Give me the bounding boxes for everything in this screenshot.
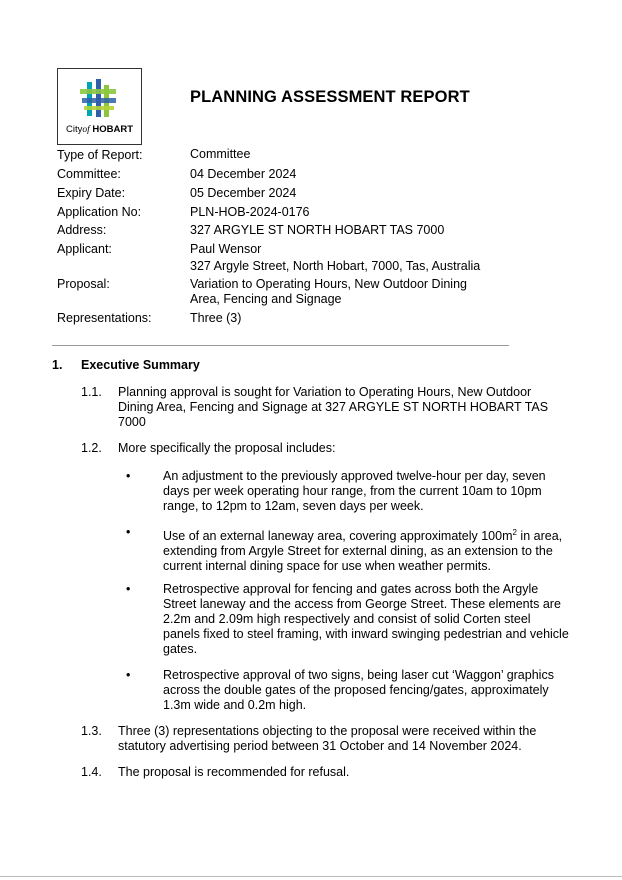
item-text: The proposal is recommended for refusal.: [118, 765, 350, 779]
meta-label-expiry: Expiry Date:: [57, 186, 126, 200]
bullet-text: Retrospective approval of two signs, being laser cut ‘Waggon’ graphics across the double gates of the proposed fencing/gates, approximately 1.3m wide and 0.2m high.: [163, 668, 554, 712]
hobart-emblem-icon: [78, 79, 122, 119]
meta-label-representations: Representations:: [57, 311, 152, 325]
meta-label-applicant: Applicant:: [57, 242, 112, 256]
item-number: 1.1.: [81, 385, 102, 399]
meta-value-address: 327 ARGYLE ST NORTH HOBART TAS 7000: [190, 223, 445, 237]
bullet-text: Use of an external laneway area, covering approximately $100m^2$ in area, extending from Argyle Street for external dining, as an extension to the current internal dining space for use when weather permits.: [163, 528, 563, 574]
section-number: 1.: [52, 358, 63, 372]
meta-value-application: PLN-HOB-2024-0176: [190, 205, 310, 219]
meta-label-committee: Committee:: [57, 167, 121, 181]
meta-value-type: Committee: [190, 147, 251, 161]
item-number: 1.2.: [81, 441, 102, 455]
item-text: More specifically the proposal includes:: [118, 441, 336, 455]
city-of-hobart-logo: [57, 68, 142, 145]
item-number: 1.3.: [81, 724, 102, 738]
meta-value-representations: Three (3): [190, 311, 242, 325]
bullet-icon: •: [126, 469, 131, 483]
section-title: Executive Summary: [81, 358, 200, 372]
bullet-icon: •: [126, 525, 131, 539]
meta-value-applicant-name: Paul Wensor: [190, 242, 262, 256]
meta-value-expiry: 05 December 2024: [190, 186, 297, 200]
bullet-icon: •: [126, 582, 131, 596]
meta-value-proposal-line1: Variation to Operating Hours, New Outdoor Dining: [190, 277, 467, 291]
meta-label-proposal: Proposal:: [57, 277, 110, 291]
report-title: PLANNING ASSESSMENT REPORT: [190, 88, 470, 106]
meta-value-applicant-address: 327 Argyle Street, North Hobart, 7000, Tas, Australia: [190, 259, 481, 273]
divider: [52, 345, 509, 346]
page-bottom-border: [0, 876, 622, 877]
meta-label-application: Application No:: [57, 205, 142, 219]
logo-wordmark: Cityof HOBART: [65, 124, 134, 135]
bullet-icon: •: [126, 668, 131, 682]
bullet-text: An adjustment to the previously approved twelve-hour per day, seven days per week operating hour range, from the current 10am to 10pm range, to 12pm to 12am, seven days per week.: [163, 469, 546, 513]
bullet-text: Retrospective approval for fencing and gates across both the Argyle Street laneway and the access from George Street. These elements are 2.2m and 2.09m high respectively and consist of solid Corten steel panels fixed to steel framing, with inward swinging pedestrian and vehicle gates.: [163, 582, 569, 656]
item-number: 1.4.: [81, 765, 102, 779]
meta-value-proposal-line2: Area, Fencing and Signage: [190, 292, 342, 306]
meta-value-committee: 04 December 2024: [190, 167, 297, 181]
item-text: Three (3) representations objecting to the proposal were received within the statutory advertising period between 31 October and 14 November 2024.: [118, 724, 537, 753]
meta-label-address: Address:: [57, 223, 107, 237]
item-text: Planning approval is sought for Variation to Operating Hours, New Outdoor Dining Area, Fencing and Signage at 327 ARGYLE ST NORTH HOBART TAS 7000: [118, 385, 549, 429]
meta-label-type: Type of Report:: [57, 148, 143, 162]
